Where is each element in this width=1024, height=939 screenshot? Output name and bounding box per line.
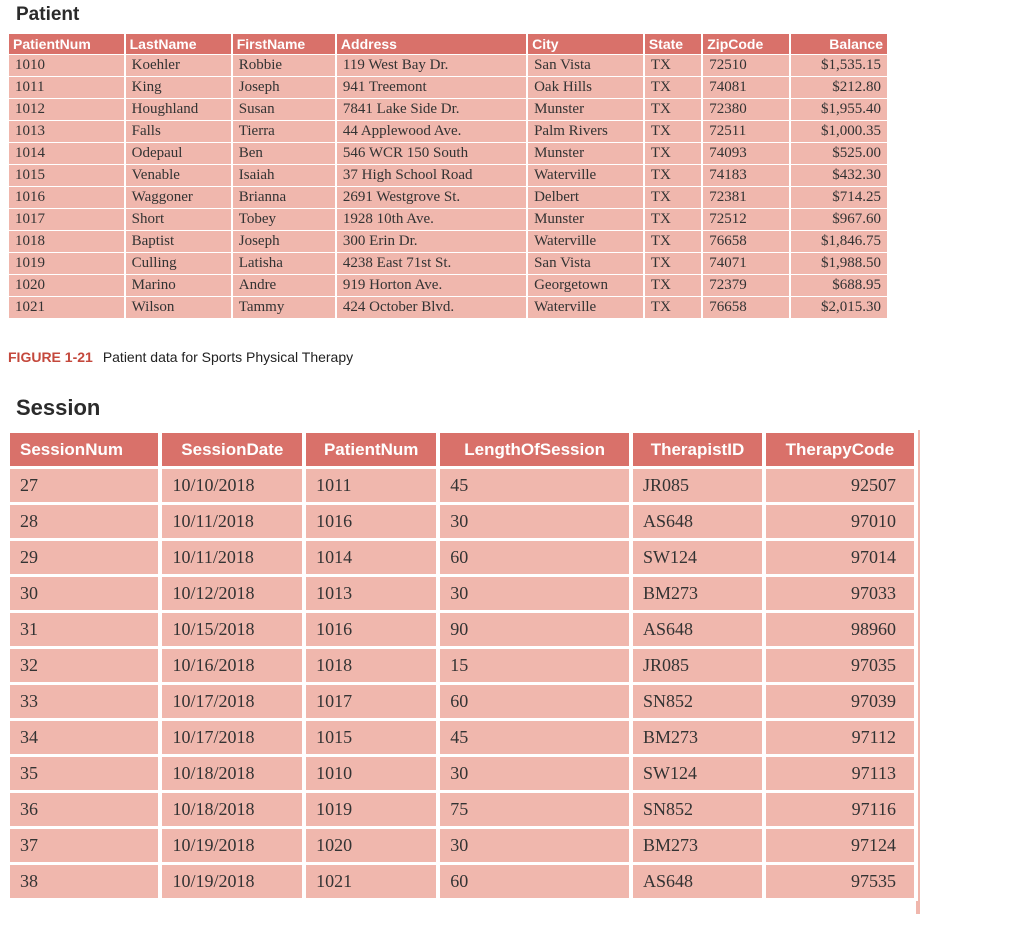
patient-table — [7, 33, 889, 319]
patient-cell-state: TX — [645, 99, 701, 120]
patient-cell-first-name: Tierra — [233, 121, 335, 142]
session-cell-length-of-session: 30 — [440, 505, 629, 538]
session-cell-session-date: 10/18/2018 — [162, 793, 302, 826]
patient-cell-last-name: Falls — [126, 121, 231, 142]
patient-cell-first-name: Ben — [233, 143, 335, 164]
patient-cell-city: Waterville — [528, 165, 643, 186]
session-cell-therapy-code: 97112 — [766, 721, 914, 754]
patient-cell-state: TX — [645, 231, 701, 252]
session-table-row — [10, 541, 914, 574]
figure-caption — [8, 349, 353, 365]
patient-table-row — [9, 165, 887, 186]
patient-cell-balance: $1,846.75 — [791, 231, 887, 252]
patient-cell-state: TX — [645, 297, 701, 318]
session-cell-session-num: 35 — [10, 757, 158, 790]
patient-cell-zip-code: 74081 — [703, 77, 789, 98]
session-cell-length-of-session: 60 — [440, 685, 629, 718]
patient-cell-address: 4238 East 71st St. — [337, 253, 526, 274]
session-cell-therapist-id: AS648 — [633, 865, 762, 898]
patient-cell-balance: $1,955.40 — [791, 99, 887, 120]
patient-cell-city: Munster — [528, 143, 643, 164]
patient-table-row — [9, 55, 887, 76]
patient-cell-address: 919 Horton Ave. — [337, 275, 526, 296]
patient-cell-zip-code: 74183 — [703, 165, 789, 186]
patient-cell-patient-num: 1013 — [9, 121, 124, 142]
patient-cell-first-name: Latisha — [233, 253, 335, 274]
session-table-row — [10, 793, 914, 826]
patient-cell-last-name: Baptist — [126, 231, 231, 252]
session-cell-therapist-id: BM273 — [633, 577, 762, 610]
patient-cell-balance: $1,988.50 — [791, 253, 887, 274]
patient-cell-last-name: Odepaul — [126, 143, 231, 164]
patient-cell-balance: $2,015.30 — [791, 297, 887, 318]
session-cell-patient-num: 1011 — [306, 469, 436, 502]
patient-cell-patient-num: 1018 — [9, 231, 124, 252]
patient-cell-zip-code: 72380 — [703, 99, 789, 120]
session-cell-session-num: 27 — [10, 469, 158, 502]
patient-cell-address: 546 WCR 150 South — [337, 143, 526, 164]
patient-table-row — [9, 231, 887, 252]
session-cell-length-of-session: 45 — [440, 721, 629, 754]
session-cell-therapy-code: 92507 — [766, 469, 914, 502]
session-col-header-session-date: SessionDate — [162, 433, 302, 466]
session-table-title: Session — [16, 395, 101, 420]
session-table — [6, 430, 918, 901]
session-cell-therapy-code: 97014 — [766, 541, 914, 574]
patient-cell-city: Munster — [528, 209, 643, 230]
session-cell-length-of-session: 30 — [440, 757, 629, 790]
session-cell-session-num: 33 — [10, 685, 158, 718]
session-table-body — [10, 469, 914, 898]
patient-col-header-city: City — [528, 34, 643, 54]
patient-cell-state: TX — [645, 77, 701, 98]
session-cell-patient-num: 1010 — [306, 757, 436, 790]
session-table-row — [10, 613, 914, 646]
patient-cell-state: TX — [645, 253, 701, 274]
session-cell-session-num: 34 — [10, 721, 158, 754]
patient-table-row — [9, 187, 887, 208]
patient-cell-first-name: Brianna — [233, 187, 335, 208]
patient-table-row — [9, 297, 887, 318]
patient-table-row — [9, 143, 887, 164]
patient-cell-city: Munster — [528, 99, 643, 120]
patient-cell-address: 1928 10th Ave. — [337, 209, 526, 230]
patient-cell-state: TX — [645, 121, 701, 142]
patient-cell-last-name: Short — [126, 209, 231, 230]
patient-cell-city: Georgetown — [528, 275, 643, 296]
session-cell-session-date: 10/16/2018 — [162, 649, 302, 682]
session-cell-session-date: 10/12/2018 — [162, 577, 302, 610]
patient-cell-zip-code: 74071 — [703, 253, 789, 274]
patient-cell-zip-code: 72379 — [703, 275, 789, 296]
session-cell-therapy-code: 97535 — [766, 865, 914, 898]
patient-table-row — [9, 209, 887, 230]
patient-cell-zip-code: 72510 — [703, 55, 789, 76]
session-cell-length-of-session: 90 — [440, 613, 629, 646]
session-table-row — [10, 757, 914, 790]
session-cell-length-of-session: 30 — [440, 577, 629, 610]
patient-table-row — [9, 99, 887, 120]
session-table-row — [10, 505, 914, 538]
patient-cell-zip-code: 76658 — [703, 297, 789, 318]
session-cell-session-num: 29 — [10, 541, 158, 574]
patient-col-header-last-name: LastName — [126, 34, 231, 54]
patient-cell-zip-code: 72511 — [703, 121, 789, 142]
session-cell-therapy-code: 97113 — [766, 757, 914, 790]
session-table-row — [10, 649, 914, 682]
session-cell-therapy-code: 98960 — [766, 613, 914, 646]
session-cell-therapy-code: 97010 — [766, 505, 914, 538]
patient-col-header-address: Address — [337, 34, 526, 54]
session-cell-length-of-session: 60 — [440, 541, 629, 574]
session-cell-therapist-id: SW124 — [633, 541, 762, 574]
patient-cell-zip-code: 74093 — [703, 143, 789, 164]
session-cell-therapist-id: SW124 — [633, 757, 762, 790]
session-cell-therapy-code: 97039 — [766, 685, 914, 718]
patient-cell-state: TX — [645, 55, 701, 76]
session-cell-session-num: 32 — [10, 649, 158, 682]
patient-col-header-first-name: FirstName — [233, 34, 335, 54]
session-header-row — [10, 433, 914, 466]
patient-table-body — [9, 55, 887, 318]
session-cell-length-of-session: 75 — [440, 793, 629, 826]
patient-cell-state: TX — [645, 209, 701, 230]
session-table-row — [10, 829, 914, 862]
session-cell-therapist-id: BM273 — [633, 829, 762, 862]
patient-cell-address: 2691 Westgrove St. — [337, 187, 526, 208]
patient-cell-balance: $1,000.35 — [791, 121, 887, 142]
session-cell-session-date: 10/19/2018 — [162, 865, 302, 898]
patient-cell-patient-num: 1010 — [9, 55, 124, 76]
session-cell-session-num: 37 — [10, 829, 158, 862]
patient-table-row — [9, 275, 887, 296]
patient-cell-last-name: Marino — [126, 275, 231, 296]
session-cell-therapy-code: 97116 — [766, 793, 914, 826]
patient-cell-first-name: Joseph — [233, 77, 335, 98]
patient-cell-balance: $688.95 — [791, 275, 887, 296]
patient-cell-first-name: Isaiah — [233, 165, 335, 186]
session-table-row — [10, 577, 914, 610]
patient-cell-balance: $967.60 — [791, 209, 887, 230]
patient-cell-zip-code: 76658 — [703, 231, 789, 252]
session-cell-patient-num: 1021 — [306, 865, 436, 898]
patient-cell-last-name: Waggoner — [126, 187, 231, 208]
patient-cell-patient-num: 1014 — [9, 143, 124, 164]
session-cell-therapist-id: JR085 — [633, 469, 762, 502]
session-cell-patient-num: 1015 — [306, 721, 436, 754]
patient-cell-first-name: Robbie — [233, 55, 335, 76]
patient-cell-address: 300 Erin Dr. — [337, 231, 526, 252]
patient-cell-city: Palm Rivers — [528, 121, 643, 142]
session-cell-therapy-code: 97124 — [766, 829, 914, 862]
session-cell-patient-num: 1016 — [306, 505, 436, 538]
patient-cell-balance: $525.00 — [791, 143, 887, 164]
patient-cell-state: TX — [645, 165, 701, 186]
patient-col-header-patient-num: PatientNum — [9, 34, 124, 54]
patient-cell-first-name: Tobey — [233, 209, 335, 230]
patient-cell-state: TX — [645, 187, 701, 208]
session-cell-session-num: 30 — [10, 577, 158, 610]
session-cell-patient-num: 1013 — [306, 577, 436, 610]
patient-cell-balance: $714.25 — [791, 187, 887, 208]
session-table-row — [10, 469, 914, 502]
patient-cell-last-name: Wilson — [126, 297, 231, 318]
session-cell-session-num: 38 — [10, 865, 158, 898]
session-cell-length-of-session: 60 — [440, 865, 629, 898]
session-cell-therapist-id: AS648 — [633, 505, 762, 538]
session-table-row — [10, 865, 914, 898]
patient-cell-address: 37 High School Road — [337, 165, 526, 186]
session-table-row — [10, 685, 914, 718]
patient-cell-city: Waterville — [528, 297, 643, 318]
session-col-header-patient-num: PatientNum — [306, 433, 436, 466]
patient-cell-zip-code: 72381 — [703, 187, 789, 208]
session-col-header-length-of-session: LengthOfSession — [440, 433, 629, 466]
session-cell-session-num: 28 — [10, 505, 158, 538]
session-cell-patient-num: 1014 — [306, 541, 436, 574]
session-cell-session-date: 10/11/2018 — [162, 505, 302, 538]
patient-cell-patient-num: 1020 — [9, 275, 124, 296]
patient-cell-address: 7841 Lake Side Dr. — [337, 99, 526, 120]
session-col-header-session-num: SessionNum — [10, 433, 158, 466]
patient-cell-patient-num: 1021 — [9, 297, 124, 318]
session-cell-session-date: 10/17/2018 — [162, 685, 302, 718]
patient-table-row — [9, 253, 887, 274]
patient-cell-balance: $432.30 — [791, 165, 887, 186]
patient-cell-address: 424 October Blvd. — [337, 297, 526, 318]
session-cell-session-date: 10/15/2018 — [162, 613, 302, 646]
patient-cell-city: Waterville — [528, 231, 643, 252]
patient-table-row — [9, 77, 887, 98]
session-cell-session-date: 10/17/2018 — [162, 721, 302, 754]
session-cell-therapist-id: AS648 — [633, 613, 762, 646]
patient-cell-city: San Vista — [528, 55, 643, 76]
patient-cell-first-name: Susan — [233, 99, 335, 120]
session-cell-session-date: 10/10/2018 — [162, 469, 302, 502]
patient-cell-state: TX — [645, 275, 701, 296]
patient-table-row — [9, 121, 887, 142]
session-cell-patient-num: 1020 — [306, 829, 436, 862]
patient-cell-last-name: Houghland — [126, 99, 231, 120]
patient-header-row — [9, 34, 887, 54]
session-cell-patient-num: 1016 — [306, 613, 436, 646]
patient-cell-first-name: Tammy — [233, 297, 335, 318]
session-cell-therapy-code: 97033 — [766, 577, 914, 610]
patient-cell-first-name: Joseph — [233, 231, 335, 252]
patient-cell-patient-num: 1019 — [9, 253, 124, 274]
patient-col-header-balance: Balance — [791, 34, 887, 54]
patient-cell-city: Delbert — [528, 187, 643, 208]
patient-cell-patient-num: 1017 — [9, 209, 124, 230]
session-cell-therapist-id: JR085 — [633, 649, 762, 682]
session-cell-session-date: 10/19/2018 — [162, 829, 302, 862]
session-cell-session-num: 36 — [10, 793, 158, 826]
session-cell-therapy-code: 97035 — [766, 649, 914, 682]
session-cell-length-of-session: 45 — [440, 469, 629, 502]
patient-cell-patient-num: 1016 — [9, 187, 124, 208]
patient-cell-city: San Vista — [528, 253, 643, 274]
patient-cell-patient-num: 1012 — [9, 99, 124, 120]
patient-cell-last-name: Koehler — [126, 55, 231, 76]
patient-cell-city: Oak Hills — [528, 77, 643, 98]
patient-cell-last-name: King — [126, 77, 231, 98]
patient-cell-first-name: Andre — [233, 275, 335, 296]
patient-cell-zip-code: 72512 — [703, 209, 789, 230]
session-cell-session-date: 10/18/2018 — [162, 757, 302, 790]
patient-cell-address: 44 Applewood Ave. — [337, 121, 526, 142]
patient-cell-last-name: Venable — [126, 165, 231, 186]
patient-cell-patient-num: 1015 — [9, 165, 124, 186]
session-cell-patient-num: 1019 — [306, 793, 436, 826]
session-cell-length-of-session: 30 — [440, 829, 629, 862]
patient-cell-balance: $212.80 — [791, 77, 887, 98]
session-table-row — [10, 721, 914, 754]
session-cell-patient-num: 1017 — [306, 685, 436, 718]
patient-cell-state: TX — [645, 143, 701, 164]
patient-cell-last-name: Culling — [126, 253, 231, 274]
figure-caption-text: Patient data for Sports Physical Therapy — [102, 349, 354, 365]
patient-cell-patient-num: 1011 — [9, 77, 124, 98]
patient-cell-address: 941 Treemont — [337, 77, 526, 98]
patient-col-header-state: State — [645, 34, 701, 54]
patient-table-title: Patient — [16, 4, 80, 25]
session-col-header-therapy-code: TherapyCode — [766, 433, 914, 466]
figure-label: FIGURE 1-21 — [8, 349, 93, 365]
patient-cell-address: 119 West Bay Dr. — [337, 55, 526, 76]
session-col-header-therapist-id: TherapistID — [633, 433, 762, 466]
session-cell-length-of-session: 15 — [440, 649, 629, 682]
patient-col-header-zip-code: ZipCode — [703, 34, 789, 54]
session-cell-session-date: 10/11/2018 — [162, 541, 302, 574]
session-cell-patient-num: 1018 — [306, 649, 436, 682]
session-cell-therapist-id: SN852 — [633, 793, 762, 826]
patient-cell-balance: $1,535.15 — [791, 55, 887, 76]
session-cell-session-num: 31 — [10, 613, 158, 646]
session-cell-therapist-id: BM273 — [633, 721, 762, 754]
session-cell-therapist-id: SN852 — [633, 685, 762, 718]
